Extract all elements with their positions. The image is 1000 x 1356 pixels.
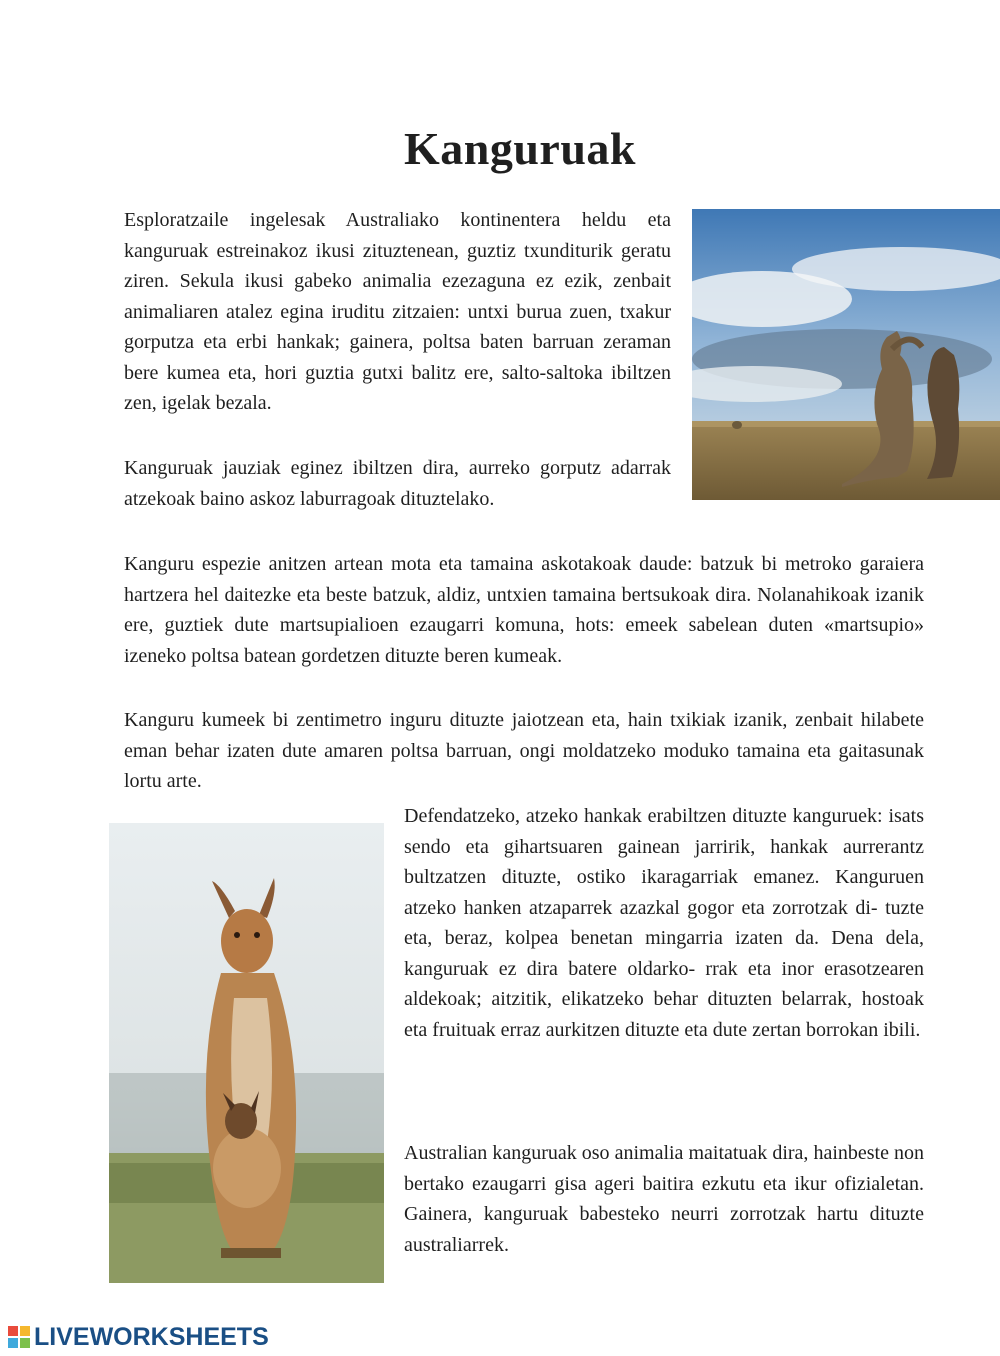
page-title: Kanguruak: [403, 123, 637, 174]
paragraph-defense: Defendatzeko, atzeko hankak erabiltzen dituzte kanguruek: isats sendo eta gihartsuaren gainean jarririk, hankak aurrerantz bultzatzen dituzte, ostiko ikaragarriak emanez. Kanguruen atzeko hanken atzaparrek azazkal gogor eta zorrotzak di- tuzte eta, beraz, kolpea benetan mingarria izaten da. Dena dela, kanguruak ez dira batere oldarko- rrak eta inor erasotzearen aldekoak; aitzitik, elikatzeko behar dituzten belarrak, hostoak eta fruituak erraz aurkitzen dituzte eta dute zertan borrokan ibili.: [404, 805, 924, 1041]
photo-kangaroo-with-joey: [109, 823, 384, 1283]
paragraph-species: Kanguru espezie anitzen artean mota eta tamaina askotakoak daude: batzuk bi metroko garaiera hartzera hel daitezke eta beste batzuk, aldiz, untxien tamaina bertsukoak dira. Nolanahikoak izanik ere, guztiek dute martsupialioen ezaugarri komuna, hots: emeek sabelean duten «martsupio» izeneko poltsa batean gordetzen dituzte beren kumeak.: [124, 553, 924, 667]
paragraph-explorers: Esploratzaile ingelesak Australiako kontinentera heldu eta kanguruak estreinakoz ikusi zituztenean, guztiz txunditurik geratu ziren. Sekula ikusi gabeko animalia ezezaguna ez ezik, zenbait animaliaren atalez egina iruditu zitzaien: untxi burua zuen, txakur gorputza eta erbi hankak; gainera, poltsa baten barruan zeraman bere kumea eta, hori guztia gutxi balitz ere, salto-saltoka ibiltzen zen, igelak bezala.: [124, 209, 671, 414]
paragraph-australia: Australian kanguruak oso animalia maitatuak dira, hainbeste non bertako ezaugarri gisa ageri baitira ezkutu eta ikur ofizialetan. Gainera, kanguruak babesteko neurri zorrotzak hartu dituzte australiarrek.: [404, 1142, 924, 1256]
paragraph-joeys: Kanguru kumeek bi zentimetro inguru dituzte jaiotzean eta, hain txikiak izanik, zenbait hilabete eman behar izaten dute amaren poltsa barruan, ongi moldatzeko moduko tamaina eta gaitasunak lortu arte.: [124, 709, 924, 792]
paragraph-jumping: Kanguruak jauziak eginez ibiltzen dira, aurreko gorputz adarrak atzekoak baino askoz laburragoak dituztelako.: [124, 457, 671, 510]
liveworksheets-logo: [8, 1322, 269, 1352]
liveworksheets-logo-icon: [8, 1326, 30, 1348]
photo-fighting-kangaroos: [692, 209, 1000, 500]
liveworksheets-logo-text: LIVEWORKSHEETS: [34, 1322, 269, 1351]
